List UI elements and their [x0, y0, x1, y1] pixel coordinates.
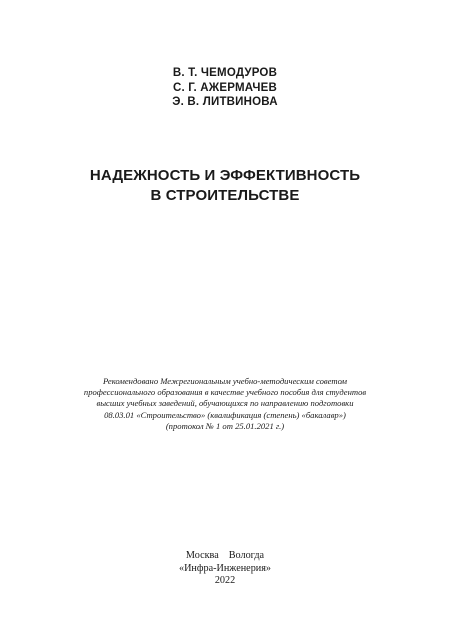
imprint-city: Москва: [185, 550, 219, 561]
imprint-publisher: «Инфра-Инженерия»: [178, 562, 272, 574]
recommendation-line: Рекомендовано Межрегиональным учебно-методическим советом: [102, 376, 348, 386]
author-name: В. Т. ЧЕМОДУРОВ: [172, 67, 278, 79]
recommendation-line: высших учебных заведений, обучающихся по направлению подготовки: [96, 398, 354, 409]
imprint-block: [0, 550, 450, 588]
book-title-line: НАДЕЖНОСТЬ И ЭФФЕКТИВНОСТЬ: [89, 167, 361, 184]
imprint-year: 2022: [214, 575, 236, 587]
book-title: [0, 166, 450, 206]
author-name: С. Г. АЖЕРМАЧЕВ: [172, 81, 278, 94]
recommendation-line: 08.03.01 «Строительство» (квалификация (степень) «бакалавр»): [104, 409, 346, 420]
imprint-city: Вологда: [228, 550, 265, 561]
recommendation-note: [60, 376, 390, 432]
recommendation-line: профессионального образования в качестве учебного пособия для студентов: [83, 387, 367, 398]
imprint-cities: [0, 550, 450, 563]
author-name: Э. В. ЛИТВИНОВА: [172, 96, 278, 108]
authors-block: [0, 66, 450, 110]
recommendation-line: (протокол № 1 от 25.01.2021 г.): [165, 420, 285, 431]
book-title-line: В СТРОИТЕЛЬСТВЕ: [150, 187, 300, 204]
